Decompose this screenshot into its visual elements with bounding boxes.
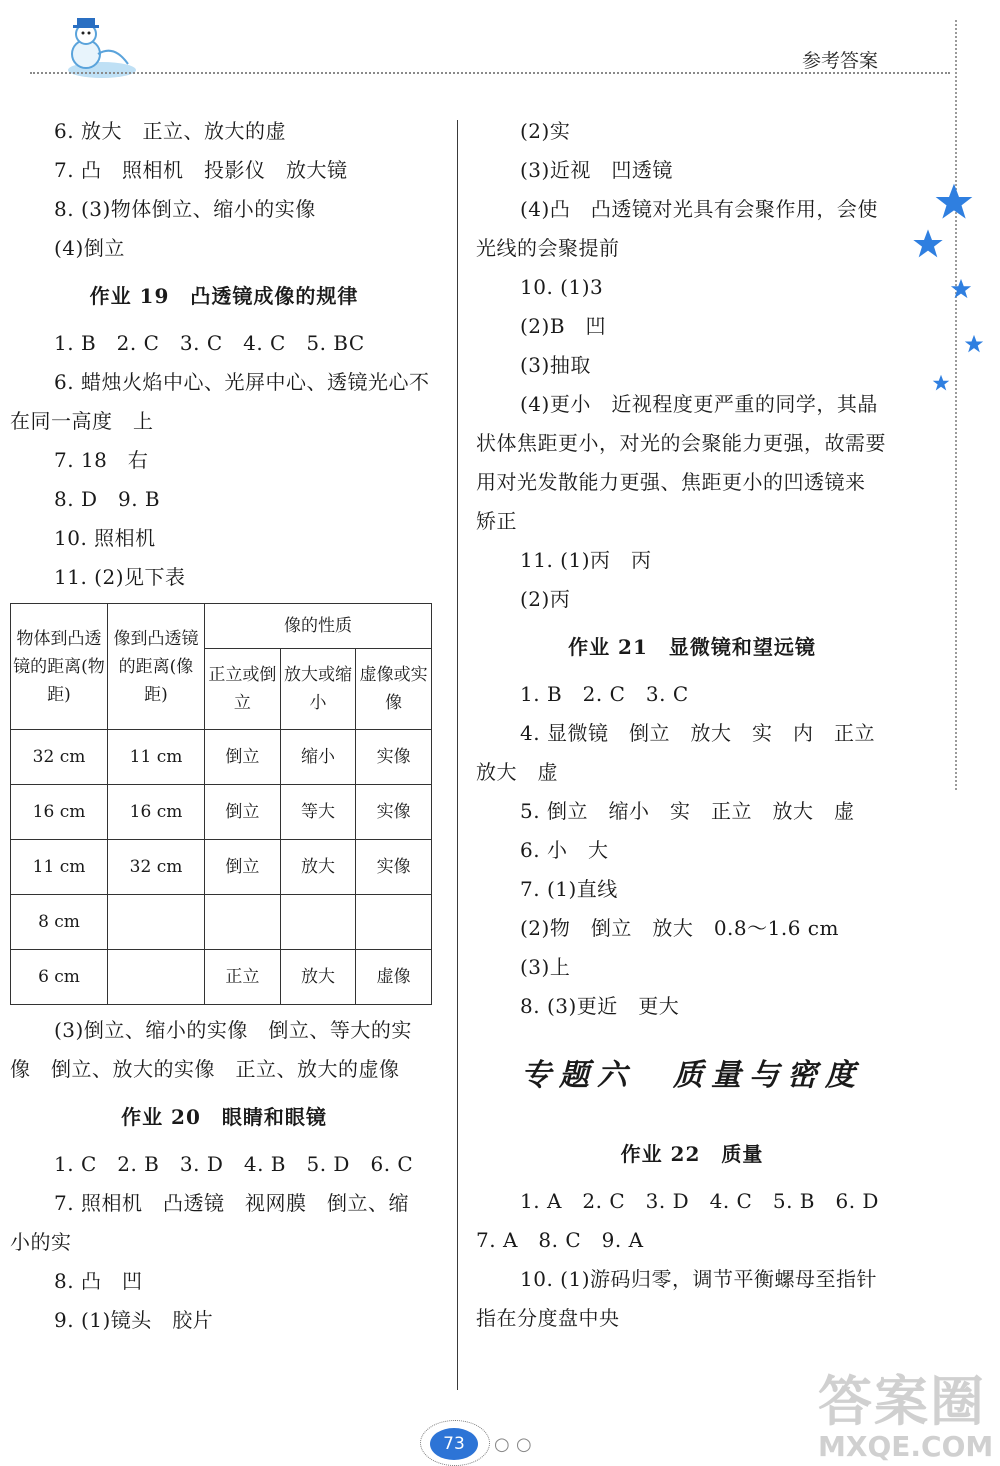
table-row (11, 730, 432, 785)
image-properties-table (10, 603, 432, 1005)
answer-line: 小的实 (10, 1230, 72, 1254)
cell: 实像 (356, 785, 432, 840)
answer-line: (2)丙 (520, 587, 571, 611)
cell: 倒立 (205, 840, 281, 895)
section-title-20: 作业 20 眼睛和眼镜 (121, 1105, 327, 1129)
cell: 虚像 (356, 950, 432, 1005)
answer-line: 4. 显微镜 倒立 放大 实 内 正立 (520, 721, 875, 745)
answer-line: 8. (3)物体倒立、缩小的实像 (54, 197, 316, 221)
header-object-distance: 物体到凸透镜的距离(物距) (11, 604, 108, 730)
answer-line: 像 倒立、放大的实像 正立、放大的虚像 (10, 1057, 400, 1081)
cell: 32 cm (108, 840, 205, 895)
answer-line: 矫正 (476, 509, 517, 533)
cell: 缩小 (280, 730, 356, 785)
answer-line: 8. D 9. B (54, 487, 161, 511)
table-row (11, 895, 432, 950)
header-upright: 正立或倒立 (205, 649, 281, 730)
answer-line: (4)倒立 (54, 236, 125, 260)
answer-line: (2)B 凹 (520, 314, 607, 338)
star-icon (964, 334, 984, 354)
cell: 实像 (356, 840, 432, 895)
star-icon (932, 374, 950, 392)
watermark-cn: 答案圈 (818, 1370, 986, 1433)
answer-line: 1. B 2. C 3. C (520, 682, 689, 706)
answer-line: 10. (1)游码归零，调节平衡螺母至指针 (520, 1267, 877, 1291)
answer-line: 6. 放大 正立、放大的虚 (54, 119, 286, 143)
star-icon (912, 228, 944, 260)
answer-line: 6. 小 大 (520, 838, 609, 862)
section-title-22: 作业 22 质量 (620, 1142, 764, 1166)
table-row (11, 785, 432, 840)
answer-line: (3)抽取 (520, 353, 591, 377)
answer-line: 指在分度盘中央 (476, 1306, 620, 1330)
cell: 放大 (280, 840, 356, 895)
answer-line: 7. 照相机 凸透镜 视网膜 倒立、缩 (54, 1191, 409, 1215)
answer-line: 7. 凸 照相机 投影仪 放大镜 (54, 158, 348, 182)
header-image-distance: 像到凸透镜的距离(像距) (108, 604, 205, 730)
page-number: 73 (430, 1428, 478, 1460)
cell: 6 cm (11, 950, 108, 1005)
cell (108, 950, 205, 1005)
watermark (818, 1372, 993, 1462)
cell (108, 895, 205, 950)
cell (205, 895, 281, 950)
answer-line: 7. (1)直线 (520, 877, 618, 901)
answer-line: 7. 18 右 (54, 448, 149, 472)
chapter-title: 专题六 质量与密度 (521, 1058, 863, 1093)
answer-line: 1. B 2. C 3. C 4. C 5. BC (54, 331, 365, 355)
watermark-en: MXQE.COM (818, 1430, 994, 1463)
header-magnify: 放大或缩小 (280, 649, 356, 730)
answer-line: (4)凸 凸透镜对光具有会聚作用，会使 (520, 197, 878, 221)
answer-line: (3)上 (520, 955, 571, 979)
cell: 正立 (205, 950, 281, 1005)
star-icon (934, 182, 974, 222)
answer-line: 7. A 8. C 9. A (476, 1228, 644, 1252)
cell: 16 cm (108, 785, 205, 840)
circle-deco-icon: ○ (494, 1434, 510, 1455)
table-row (11, 950, 432, 1005)
star-icon (950, 278, 972, 300)
answer-line: 在同一高度 上 (10, 409, 154, 433)
answer-line: (3)倒立、缩小的实像 倒立、等大的实 (54, 1018, 412, 1042)
cell: 等大 (280, 785, 356, 840)
header-divider (30, 72, 950, 74)
answer-line: 1. C 2. B 3. D 4. B 5. D 6. C (54, 1152, 414, 1176)
cell: 11 cm (11, 840, 108, 895)
answer-line: 10. 照相机 (54, 526, 156, 550)
answer-line: 1. A 2. C 3. D 4. C 5. B 6. D (520, 1189, 879, 1213)
left-column (10, 112, 438, 1340)
answer-line: 6. 蜡烛火焰中心、光屏中心、透镜光心不 (54, 370, 430, 394)
cell: 实像 (356, 730, 432, 785)
header-image-properties: 像的性质 (205, 604, 432, 649)
cell: 8 cm (11, 895, 108, 950)
cell: 16 cm (11, 785, 108, 840)
answer-line: 10. (1)3 (520, 275, 604, 299)
cell: 11 cm (108, 730, 205, 785)
right-column (476, 112, 908, 1338)
cell: 32 cm (11, 730, 108, 785)
section-title-21: 作业 21 显微镜和望远镜 (568, 635, 816, 659)
table-row (11, 840, 432, 895)
answer-line: 5. 倒立 缩小 实 正立 放大 虚 (520, 799, 855, 823)
cell (280, 895, 356, 950)
answer-line: (3)近视 凹透镜 (520, 158, 673, 182)
answer-line: 光线的会聚提前 (476, 236, 620, 260)
answer-line: (2)实 (520, 119, 571, 143)
answer-line: 8. 凸 凹 (54, 1269, 143, 1293)
answer-line: 8. (3)更近 更大 (520, 994, 680, 1018)
header-title: 参考答案 (802, 50, 879, 72)
answer-line: 11. (1)丙 丙 (520, 548, 652, 572)
answer-line: 11. (2)见下表 (54, 565, 186, 589)
snowman-mascot-icon (58, 14, 138, 78)
cell: 倒立 (205, 730, 281, 785)
cell: 倒立 (205, 785, 281, 840)
section-title-19: 作业 19 凸透镜成像的规律 (89, 284, 359, 308)
answer-line: 用对光发散能力更强、焦距更小的凹透镜来 (476, 470, 866, 494)
answer-line: (4)更小 近视程度更严重的同学，其晶 (520, 392, 878, 416)
answer-line: 放大 虚 (476, 760, 558, 784)
answer-line: 状体焦距更小，对光的会聚能力更强，故需要 (476, 431, 886, 455)
answer-line: 9. (1)镜头 胶片 (54, 1308, 214, 1332)
column-divider (457, 120, 458, 1390)
margin-dotted-line (955, 20, 957, 790)
cell (356, 895, 432, 950)
circle-deco-icon: ○ (516, 1434, 532, 1455)
header-virtual: 虚像或实像 (356, 649, 432, 730)
answer-line: (2)物 倒立 放大 0.8～1.6 cm (520, 916, 839, 940)
cell: 放大 (280, 950, 356, 1005)
